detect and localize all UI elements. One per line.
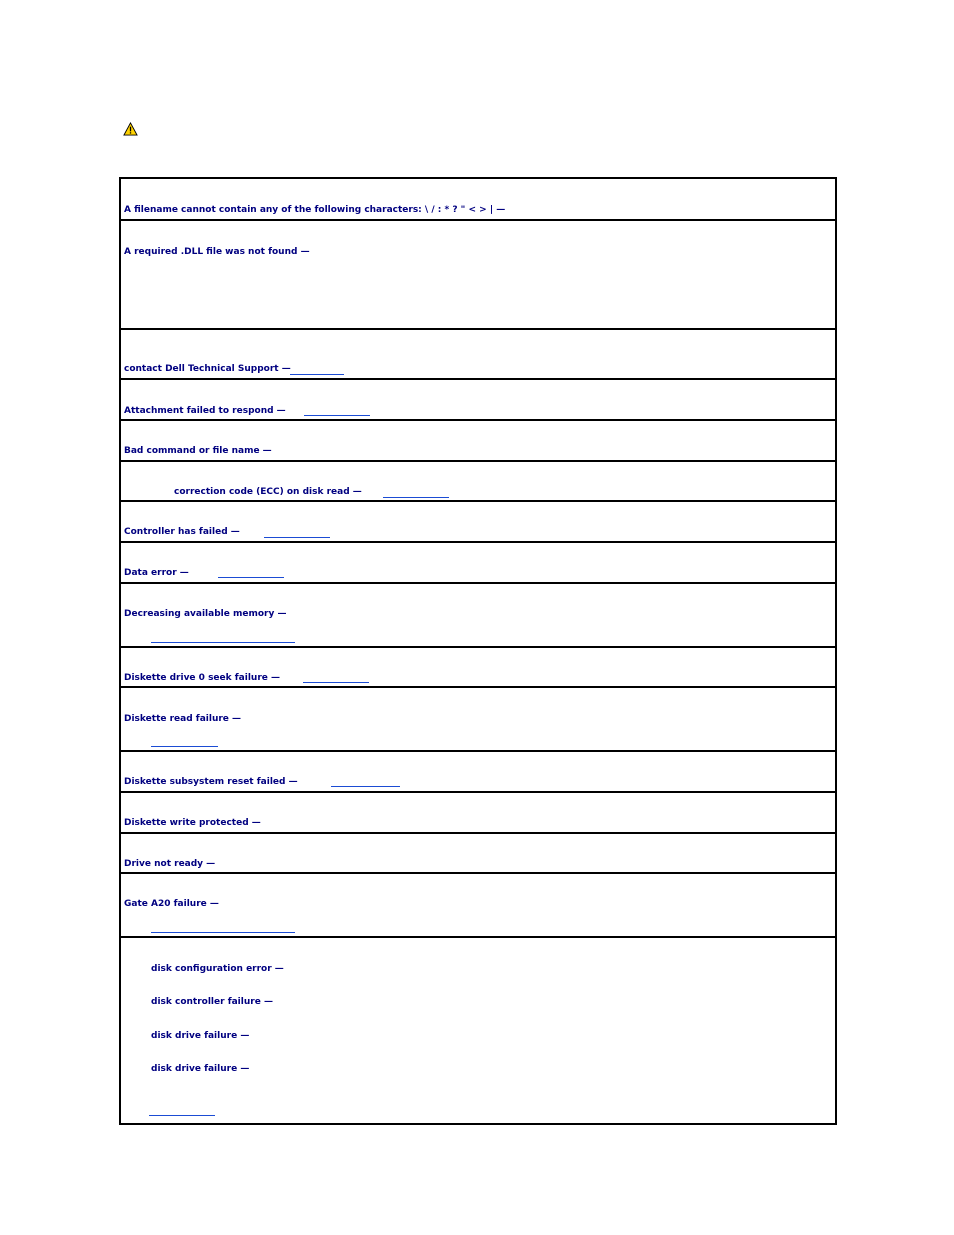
table-row bbox=[121, 791, 835, 832]
table-row bbox=[121, 460, 835, 500]
table-row bbox=[121, 328, 835, 378]
message-label: Drive not ready — bbox=[124, 859, 216, 869]
table-row bbox=[121, 750, 835, 791]
warning-triangle-icon bbox=[123, 122, 138, 136]
table-row bbox=[121, 419, 835, 460]
table-row bbox=[121, 179, 835, 219]
message-label: disk drive failure — bbox=[151, 1064, 250, 1074]
table-row bbox=[121, 686, 835, 750]
message-label: A required .DLL file was not found — bbox=[124, 247, 310, 257]
message-label: Diskette write protected — bbox=[124, 818, 261, 828]
table-row bbox=[121, 832, 835, 872]
message-label: Diskette drive 0 seek failure — bbox=[124, 673, 280, 683]
reference-link[interactable] bbox=[303, 682, 369, 683]
reference-link[interactable] bbox=[218, 577, 284, 578]
error-messages-table bbox=[119, 177, 837, 1125]
reference-link[interactable] bbox=[331, 786, 400, 787]
message-label: disk controller failure — bbox=[151, 997, 273, 1007]
message-label: correction code (ECC) on disk read — bbox=[174, 487, 362, 497]
message-label: disk configuration error — bbox=[151, 964, 284, 974]
message-label: contact Dell Technical Support — bbox=[124, 364, 291, 374]
message-label: Decreasing available memory — bbox=[124, 609, 287, 619]
table-row bbox=[121, 872, 835, 936]
reference-link[interactable] bbox=[304, 415, 370, 416]
message-label: Controller has failed — bbox=[124, 527, 240, 537]
message-label: Gate A20 failure — bbox=[124, 899, 219, 909]
reference-link[interactable] bbox=[151, 746, 218, 747]
reference-link[interactable] bbox=[264, 537, 330, 538]
table-row bbox=[121, 219, 835, 328]
table-row bbox=[121, 378, 835, 419]
reference-link[interactable] bbox=[383, 497, 449, 498]
message-label: Bad command or file name — bbox=[124, 446, 272, 456]
table-row bbox=[121, 500, 835, 541]
table-row bbox=[121, 541, 835, 582]
message-label: Data error — bbox=[124, 568, 189, 578]
message-label: disk drive failure — bbox=[151, 1031, 250, 1041]
table-row bbox=[121, 646, 835, 686]
reference-link[interactable] bbox=[151, 932, 295, 933]
message-label: Diskette subsystem reset failed — bbox=[124, 777, 298, 787]
table-row bbox=[121, 582, 835, 646]
reference-link[interactable] bbox=[151, 642, 295, 643]
reference-link[interactable] bbox=[149, 1115, 215, 1116]
message-label: Diskette read failure — bbox=[124, 714, 242, 724]
table-row bbox=[121, 936, 835, 1123]
support-link[interactable] bbox=[290, 374, 344, 375]
message-label: Attachment failed to respond — bbox=[124, 406, 286, 416]
message-label: A filename cannot contain any of the following characters: \ / : * ? " < > | — bbox=[124, 205, 506, 215]
